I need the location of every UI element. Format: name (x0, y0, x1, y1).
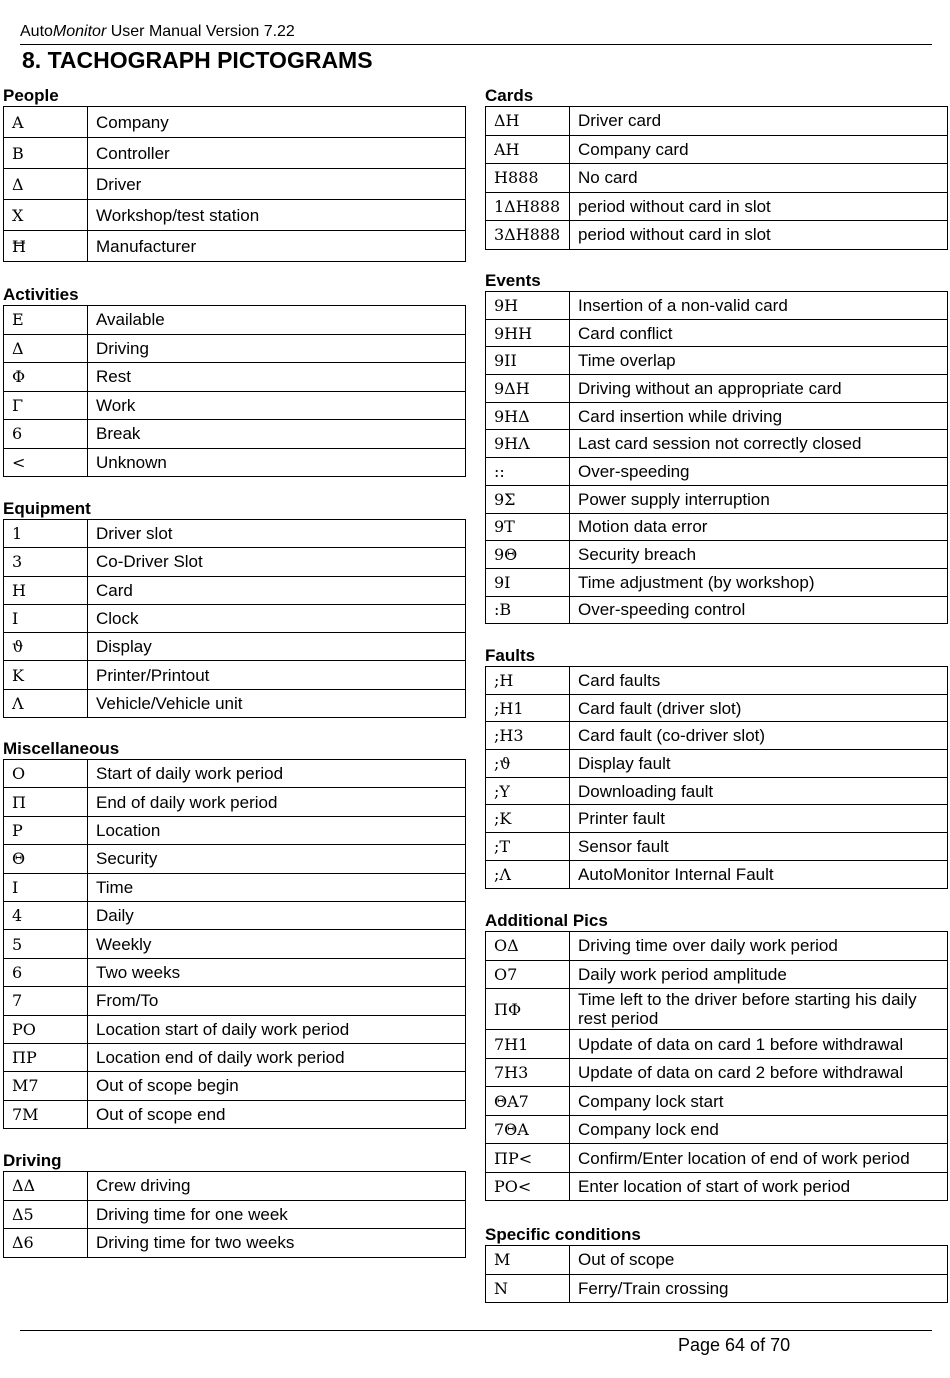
table-row (4, 231, 466, 262)
section-events (485, 271, 948, 624)
table-row (4, 816, 466, 844)
pictogram-meaning: Display (88, 633, 466, 661)
table-row (4, 1172, 466, 1201)
pictogram-meaning: Co-Driver Slot (88, 548, 466, 576)
pictogram-symbol: 1ΔΗ888 (486, 192, 570, 221)
table-row (486, 694, 948, 722)
table-row (4, 169, 466, 200)
pictogram-meaning: Time left to the driver before starting his daily rest period (570, 989, 948, 1030)
pictogram-symbol: Γ (4, 391, 88, 420)
pictogram-meaning: Ferry/Train crossing (570, 1274, 948, 1303)
table-row (486, 833, 948, 861)
pictogram-symbol: Λ (4, 689, 88, 717)
pictogram-meaning: Crew driving (88, 1172, 466, 1201)
pictogram-symbol: Β (4, 138, 88, 169)
pictogram-meaning: Downloading fault (570, 777, 948, 805)
pictogram-meaning: Work (88, 391, 466, 420)
table-row (486, 485, 948, 513)
table-row (486, 375, 948, 403)
pictogram-meaning: Update of data on card 1 before withdrawal (570, 1030, 948, 1059)
pictogram-meaning: Location start of daily work period (88, 1015, 466, 1043)
header-manual-version: User Manual Version 7.22 (106, 23, 295, 40)
section-title: Specific conditions (485, 1225, 641, 1244)
table-row (486, 1144, 948, 1173)
table-row (486, 319, 948, 347)
pictogram-table (3, 519, 466, 718)
pictogram-meaning: Driver slot (88, 520, 466, 548)
pictogram-symbol: 1 (4, 520, 88, 548)
table-row (486, 1172, 948, 1201)
pictogram-table (3, 305, 466, 477)
pictogram-symbol: Α (4, 107, 88, 138)
table-row (4, 448, 466, 477)
table-row (4, 930, 466, 958)
pictogram-meaning: Driver (88, 169, 466, 200)
table-row (486, 164, 948, 193)
table-row (486, 1246, 948, 1275)
pictogram-meaning: Sensor fault (570, 833, 948, 861)
pictogram-meaning: Enter location of start of work period (570, 1172, 948, 1201)
pictogram-meaning: Out of scope (570, 1246, 948, 1275)
pictogram-meaning: Manufacturer (88, 231, 466, 262)
pictogram-symbol: 9Τ (486, 513, 570, 541)
pictogram-meaning: Security (88, 845, 466, 873)
pictogram-symbol: 9ΗΗ (486, 319, 570, 347)
pictogram-symbol: ΡΟ (4, 1015, 88, 1043)
pictogram-meaning: Card conflict (570, 319, 948, 347)
pictogram-symbol: Ο (4, 760, 88, 788)
pictogram-symbol: ;ϑ (486, 750, 570, 778)
pictogram-symbol: 7Η1 (486, 1030, 570, 1059)
section-miscellaneous (3, 739, 466, 1129)
pictogram-meaning: Vehicle/Vehicle unit (88, 689, 466, 717)
pictogram-symbol: 6 (4, 958, 88, 986)
document-header (20, 22, 932, 45)
table-row (4, 1100, 466, 1128)
table-row (4, 107, 466, 138)
table-row (486, 805, 948, 833)
pictogram-symbol: Ρ (4, 816, 88, 844)
footer-divider (20, 1330, 932, 1331)
table-row (486, 347, 948, 375)
table-row (486, 402, 948, 430)
pictogram-symbol: 9ΗΔ (486, 402, 570, 430)
table-row (4, 1200, 466, 1229)
pictogram-symbol: Ι (4, 604, 88, 632)
table-row (486, 135, 948, 164)
pictogram-meaning: Break (88, 420, 466, 449)
pictogram-symbol: ;Λ (486, 860, 570, 888)
pictogram-symbol: ;Η3 (486, 722, 570, 750)
section-additional-pics (485, 911, 948, 1201)
pictogram-meaning: Controller (88, 138, 466, 169)
pictogram-table (485, 106, 948, 250)
pictogram-table (485, 666, 948, 889)
pictogram-symbol: ;Η1 (486, 694, 570, 722)
pictogram-meaning: Out of scope end (88, 1100, 466, 1128)
pictogram-meaning: Power supply interruption (570, 485, 948, 513)
pictogram-symbol: Δ (4, 334, 88, 363)
pictogram-meaning: Weekly (88, 930, 466, 958)
pictogram-symbol: 7Μ (4, 1100, 88, 1128)
table-row (4, 1229, 466, 1258)
table-row (486, 932, 948, 961)
pictogram-meaning: Available (88, 306, 466, 335)
pictogram-table (485, 291, 948, 624)
pictogram-symbol: Ο7 (486, 960, 570, 989)
section-faults (485, 646, 948, 889)
pictogram-symbol: Δ6 (4, 1229, 88, 1258)
table-row (486, 722, 948, 750)
pictogram-symbol: 4 (4, 901, 88, 929)
pictogram-meaning: Location end of daily work period (88, 1043, 466, 1071)
table-row (4, 138, 466, 169)
pictogram-symbol: Κ (4, 661, 88, 689)
pictogram-meaning: Card insertion while driving (570, 402, 948, 430)
pictogram-meaning: Unknown (88, 448, 466, 477)
pictogram-symbol: Φ (4, 363, 88, 392)
pictogram-symbol: 9ΗΛ (486, 430, 570, 458)
pictogram-symbol: ϑ (4, 633, 88, 661)
table-row (486, 568, 948, 596)
pictogram-meaning: Time (88, 873, 466, 901)
table-row (486, 596, 948, 624)
pictogram-symbol: 7Η3 (486, 1058, 570, 1087)
pictogram-symbol: ΠΡ (4, 1043, 88, 1071)
table-row (486, 458, 948, 486)
pictogram-meaning: Over-speeding (570, 458, 948, 486)
pictogram-meaning: period without card in slot (570, 192, 948, 221)
table-row (486, 860, 948, 888)
pictogram-symbol: :Β (486, 596, 570, 624)
table-row (4, 604, 466, 632)
pictogram-symbol: 9Σ (486, 485, 570, 513)
pictogram-symbol: ;Η (486, 667, 570, 695)
table-row (4, 845, 466, 873)
table-row (486, 989, 948, 1030)
pictogram-symbol: ΠΦ (486, 989, 570, 1030)
pictogram-meaning: Company lock start (570, 1087, 948, 1116)
pictogram-symbol: 9Η (486, 292, 570, 320)
pictogram-symbol: 9ΔΗ (486, 375, 570, 403)
section-title: Faults (485, 646, 536, 665)
section-specific-conditions (485, 1225, 948, 1303)
section-people (3, 86, 466, 262)
pictogram-meaning: Printer fault (570, 805, 948, 833)
pictogram-symbol: 9ΙΙ (486, 347, 570, 375)
pictogram-symbol: ;Τ (486, 833, 570, 861)
table-row (486, 541, 948, 569)
table-row (486, 292, 948, 320)
table-row (4, 576, 466, 604)
pictogram-symbol: 3 (4, 548, 88, 576)
pictogram-meaning: period without card in slot (570, 221, 948, 250)
pictogram-symbol: ΔΗ (486, 107, 570, 136)
table-row (4, 689, 466, 717)
pictogram-symbol: 9Θ (486, 541, 570, 569)
pictogram-symbol: Η888 (486, 164, 570, 193)
table-row (4, 1043, 466, 1071)
table-row (486, 192, 948, 221)
pictogram-meaning: Time overlap (570, 347, 948, 375)
pictogram-symbol: ΘΑ7 (486, 1087, 570, 1116)
pictogram-symbol: Π (4, 788, 88, 816)
pictogram-meaning: Confirm/Enter location of end of work period (570, 1144, 948, 1173)
table-row (4, 334, 466, 363)
section-title: Miscellaneous (3, 739, 120, 758)
table-row (486, 1087, 948, 1116)
pictogram-meaning: Start of daily work period (88, 760, 466, 788)
section-cards (485, 86, 948, 250)
pictogram-table (485, 1245, 948, 1303)
section-title: Activities (3, 285, 79, 304)
pictogram-table (3, 1171, 466, 1258)
pictogram-symbol: Ι (4, 873, 88, 901)
pictogram-symbol: Ν (486, 1274, 570, 1303)
pictogram-meaning: Rest (88, 363, 466, 392)
section-title: Equipment (3, 499, 91, 518)
pictogram-symbol: ;Υ (486, 777, 570, 805)
pictogram-meaning: Update of data on card 2 before withdrawal (570, 1058, 948, 1087)
pictogram-meaning: Driver card (570, 107, 948, 136)
pictogram-symbol: Μ (486, 1246, 570, 1275)
pictogram-meaning: Card fault (co-driver slot) (570, 722, 948, 750)
pictogram-symbol: ΑΗ (486, 135, 570, 164)
pictogram-symbol: ΡΟ< (486, 1172, 570, 1201)
table-row (486, 430, 948, 458)
pictogram-meaning: Driving (88, 334, 466, 363)
table-row (4, 391, 466, 420)
header-app-prefix: Auto (20, 23, 53, 40)
pictogram-symbol: 5 (4, 930, 88, 958)
pictogram-meaning: No card (570, 164, 948, 193)
table-row (486, 1058, 948, 1087)
pictogram-symbol: 7 (4, 987, 88, 1015)
section-title: Events (485, 271, 541, 290)
table-row (486, 667, 948, 695)
pictogram-meaning: Driving time for two weeks (88, 1229, 466, 1258)
pictogram-meaning: Driving time for one week (88, 1200, 466, 1229)
table-row (486, 221, 948, 250)
table-row (486, 1115, 948, 1144)
table-row (4, 760, 466, 788)
pictogram-symbol: Ħ (4, 231, 88, 262)
pictogram-symbol: Μ7 (4, 1072, 88, 1100)
pictogram-meaning: Company card (570, 135, 948, 164)
pictogram-symbol: ΔΔ (4, 1172, 88, 1201)
pictogram-meaning: Company (88, 107, 466, 138)
pictogram-meaning: End of daily work period (88, 788, 466, 816)
table-row (4, 363, 466, 392)
section-title: Additional Pics (485, 911, 608, 930)
pictogram-table (3, 759, 466, 1129)
pictogram-symbol: Ε (4, 306, 88, 335)
pictogram-meaning: Daily (88, 901, 466, 929)
section-title: Driving (3, 1151, 62, 1170)
pictogram-meaning: Company lock end (570, 1115, 948, 1144)
table-row (4, 520, 466, 548)
pictogram-meaning: Card (88, 576, 466, 604)
pictogram-symbol: Θ (4, 845, 88, 873)
pictogram-symbol: ΠΡ< (486, 1144, 570, 1173)
pictogram-meaning: Printer/Printout (88, 661, 466, 689)
table-row (4, 901, 466, 929)
table-row (4, 1015, 466, 1043)
pictogram-meaning: Card faults (570, 667, 948, 695)
pictogram-meaning: Security breach (570, 541, 948, 569)
pictogram-meaning: Out of scope begin (88, 1072, 466, 1100)
table-row (4, 200, 466, 231)
pictogram-meaning: Driving without an appropriate card (570, 375, 948, 403)
pictogram-meaning: Workshop/test station (88, 200, 466, 231)
pictogram-symbol: :: (486, 458, 570, 486)
table-row (486, 750, 948, 778)
pictogram-symbol: Χ (4, 200, 88, 231)
pictogram-meaning: Daily work period amplitude (570, 960, 948, 989)
pictogram-meaning: Time adjustment (by workshop) (570, 568, 948, 596)
table-row (486, 960, 948, 989)
pictogram-meaning: Motion data error (570, 513, 948, 541)
pictogram-meaning: Clock (88, 604, 466, 632)
pictogram-symbol: ;Κ (486, 805, 570, 833)
pictogram-symbol: 9Ι (486, 568, 570, 596)
section-title: People (3, 86, 59, 105)
pictogram-meaning: AutoMonitor Internal Fault (570, 860, 948, 888)
table-row (4, 987, 466, 1015)
table-row (4, 661, 466, 689)
table-row (4, 633, 466, 661)
table-row (4, 873, 466, 901)
pictogram-meaning: Last card session not correctly closed (570, 430, 948, 458)
pictogram-table (3, 106, 466, 262)
pictogram-meaning: Card fault (driver slot) (570, 694, 948, 722)
table-row (486, 513, 948, 541)
pictogram-meaning: Insertion of a non-valid card (570, 292, 948, 320)
pictogram-symbol: 7ΘΑ (486, 1115, 570, 1144)
pictogram-meaning: Location (88, 816, 466, 844)
table-row (4, 1072, 466, 1100)
page-number: Page 64 of 70 (678, 1335, 791, 1355)
pictogram-symbol: Δ (4, 169, 88, 200)
table-row (4, 306, 466, 335)
pictogram-meaning: Driving time over daily work period (570, 932, 948, 961)
pictogram-meaning: From/To (88, 987, 466, 1015)
table-row (4, 548, 466, 576)
table-row (486, 1274, 948, 1303)
pictogram-symbol: ΟΔ (486, 932, 570, 961)
section-driving (3, 1151, 466, 1258)
pictogram-meaning: Over-speeding control (570, 596, 948, 624)
pictogram-symbol: 6 (4, 420, 88, 449)
table-row (486, 107, 948, 136)
table-row (4, 958, 466, 986)
pictogram-symbol: Η (4, 576, 88, 604)
section-equipment (3, 499, 466, 718)
pictogram-table (485, 931, 948, 1201)
section-activities (3, 285, 466, 477)
page-title: 8. TACHOGRAPH PICTOGRAMS (22, 47, 373, 73)
pictogram-meaning: Two weeks (88, 958, 466, 986)
table-row (4, 788, 466, 816)
pictogram-meaning: Display fault (570, 750, 948, 778)
section-title: Cards (485, 86, 534, 105)
header-app-name: Monitor (52, 23, 107, 40)
pictogram-symbol: Δ5 (4, 1200, 88, 1229)
table-row (486, 1030, 948, 1059)
table-row (486, 777, 948, 805)
pictogram-symbol: < (4, 448, 88, 477)
table-row (4, 420, 466, 449)
pictogram-symbol: 3ΔΗ888 (486, 221, 570, 250)
